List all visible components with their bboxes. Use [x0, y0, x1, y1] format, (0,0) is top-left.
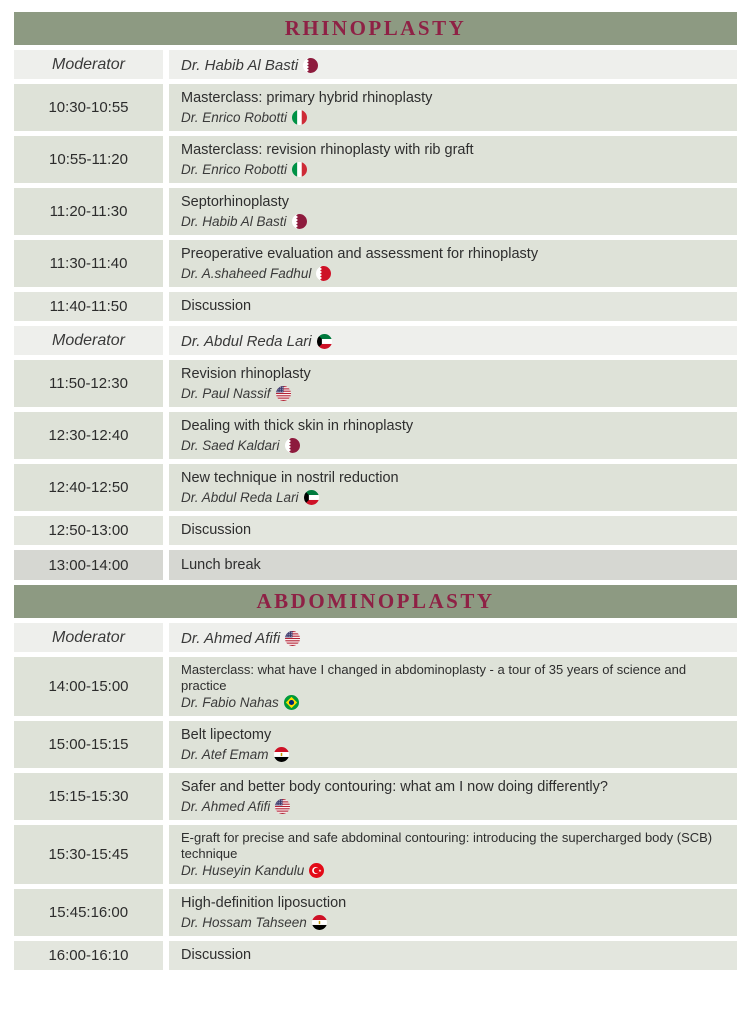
session-title: Masterclass: primary hybrid rhinoplasty: [181, 90, 433, 106]
flag-icon-qatar: [285, 438, 300, 453]
speaker-name: Dr. Atef Emam: [181, 747, 269, 762]
schedule-row-session: [14, 889, 737, 936]
schedule-row-session: [14, 773, 737, 820]
speaker-line: [181, 914, 725, 931]
content-cell: [169, 240, 737, 287]
time-cell: 12:50-13:00: [14, 516, 163, 545]
flag-icon-bahrain: [316, 266, 331, 281]
content-cell: [169, 657, 737, 716]
section-abdominoplasty: [14, 585, 737, 970]
speaker-name: Dr. Saed Kaldari: [181, 438, 280, 453]
speaker-line: [181, 437, 725, 454]
flag-icon-kuwait: [304, 490, 319, 505]
speaker-line: [181, 213, 725, 230]
section-title: RHINOPLASTY: [284, 16, 467, 40]
content-cell: [169, 825, 737, 884]
content-cell: [169, 326, 737, 355]
time-cell: 11:20-11:30: [14, 188, 163, 235]
session-title: Septorhinoplasty: [181, 194, 290, 210]
content-cell: [169, 516, 737, 545]
session-title: Discussion: [181, 522, 252, 538]
session-title: High-definition liposuction: [181, 895, 347, 911]
section-rows: [14, 623, 737, 970]
speaker-line: [181, 489, 725, 506]
schedule-row-session: [14, 412, 737, 459]
flag-icon-brazil: [284, 695, 299, 710]
content-cell: [169, 188, 737, 235]
speaker-line: [181, 862, 725, 879]
session-title: Discussion: [181, 298, 252, 314]
section-title: ABDOMINOPLASTY: [256, 589, 495, 613]
speaker-name: Dr. Fabio Nahas: [181, 695, 279, 710]
content-cell: [169, 292, 737, 321]
content-cell: [169, 360, 737, 407]
flag-icon-qatar: [292, 214, 307, 229]
content-cell: [169, 50, 737, 79]
content-cell: [169, 721, 737, 768]
speaker-name: Dr. A.shaheed Fadhul: [181, 266, 312, 281]
schedule-row-discussion: [14, 941, 737, 970]
content-cell: [169, 623, 737, 652]
speaker-line: [181, 694, 725, 711]
speaker-name: Dr. Ahmed Afifi: [181, 629, 281, 647]
schedule-row-session: [14, 84, 737, 131]
session-title: Belt lipectomy: [181, 727, 272, 743]
schedule-row-moderator: [14, 326, 737, 355]
speaker-line: [181, 630, 725, 647]
content-cell: [169, 84, 737, 131]
flag-icon-usa: [276, 386, 291, 401]
schedule-row-session: [14, 240, 737, 287]
flag-icon-turkey: [309, 863, 324, 878]
time-cell: 13:00-14:00: [14, 550, 163, 580]
content-cell: [169, 889, 737, 936]
schedule-row-session: [14, 360, 737, 407]
content-cell: [169, 464, 737, 511]
session-title: Masterclass: what have I changed in abdominoplasty - a tour of 35 years of science and practice: [181, 662, 687, 693]
speaker-line: [181, 798, 725, 815]
schedule-row-discussion: [14, 516, 737, 545]
speaker-name: Dr. Enrico Robotti: [181, 110, 288, 125]
session-title: Preoperative evaluation and assessment for rhinoplasty: [181, 246, 539, 262]
time-cell: 15:30-15:45: [14, 825, 163, 884]
speaker-name: Dr. Hossam Tahseen: [181, 915, 307, 930]
session-title: Masterclass: revision rhinoplasty with rib graft: [181, 142, 474, 158]
speaker-name: Dr. Habib Al Basti: [181, 214, 287, 229]
time-cell: 16:00-16:10: [14, 941, 163, 970]
schedule-row-moderator: [14, 623, 737, 652]
session-title: Revision rhinoplasty: [181, 366, 311, 382]
content-cell: [169, 136, 737, 183]
section-rows: [14, 50, 737, 580]
time-cell: 10:30-10:55: [14, 84, 163, 131]
speaker-name: Dr. Huseyin Kandulu: [181, 863, 305, 878]
schedule-row-session: [14, 657, 737, 716]
session-title: E-graft for precise and safe abdominal contouring: introducing the supercharged body (SCB) technique: [181, 830, 713, 861]
flag-icon-qatar: [303, 58, 318, 73]
session-title: New technique in nostril reduction: [181, 470, 399, 486]
speaker-line: [181, 109, 725, 126]
content-cell: [169, 941, 737, 970]
time-cell: 12:40-12:50: [14, 464, 163, 511]
flag-icon-egypt: [312, 915, 327, 930]
speaker-line: [181, 161, 725, 178]
time-cell: 11:30-11:40: [14, 240, 163, 287]
schedule-row-session: [14, 721, 737, 768]
speaker-name: Dr. Ahmed Afifi: [181, 799, 271, 814]
session-title: Dealing with thick skin in rhinoplasty: [181, 418, 414, 434]
flag-icon-usa: [285, 631, 300, 646]
speaker-name: Dr. Habib Al Basti: [181, 56, 299, 74]
moderator-label: Moderator: [14, 326, 163, 355]
time-cell: 10:55-11:20: [14, 136, 163, 183]
schedule-row-session: [14, 825, 737, 884]
schedule-row-discussion: [14, 292, 737, 321]
speaker-line: [181, 385, 725, 402]
speaker-name: Dr. Abdul Reda Lari: [181, 490, 299, 505]
speaker-line: [181, 333, 725, 350]
content-cell: [169, 412, 737, 459]
session-title: Discussion: [181, 947, 252, 963]
section-rhinoplasty: [14, 12, 737, 580]
moderator-label: Moderator: [14, 50, 163, 79]
session-title: Safer and better body contouring: what am I now doing differently?: [181, 779, 608, 795]
flag-icon-usa: [275, 799, 290, 814]
content-cell: [169, 773, 737, 820]
flag-icon-italy: [292, 162, 307, 177]
flag-icon-kuwait: [317, 334, 332, 349]
content-cell: [169, 550, 737, 580]
schedule-row-lunch: [14, 550, 737, 580]
schedule-row-session: [14, 464, 737, 511]
moderator-label: Moderator: [14, 623, 163, 652]
time-cell: 15:45:16:00: [14, 889, 163, 936]
time-cell: 15:00-15:15: [14, 721, 163, 768]
time-cell: 15:15-15:30: [14, 773, 163, 820]
session-title: Lunch break: [181, 556, 261, 573]
speaker-name: Dr. Abdul Reda Lari: [181, 332, 312, 350]
time-cell: 12:30-12:40: [14, 412, 163, 459]
schedule-row-session: [14, 188, 737, 235]
section-header: [14, 585, 737, 618]
section-header: [14, 12, 737, 45]
speaker-line: [181, 746, 725, 763]
schedule-row-session: [14, 136, 737, 183]
time-cell: 11:40-11:50: [14, 292, 163, 321]
speaker-name: Dr. Enrico Robotti: [181, 162, 288, 177]
time-cell: 14:00-15:00: [14, 657, 163, 716]
speaker-name: Dr. Paul Nassif: [181, 386, 271, 401]
flag-icon-egypt: [274, 747, 289, 762]
speaker-line: [181, 57, 725, 74]
time-cell: 11:50-12:30: [14, 360, 163, 407]
flag-icon-italy: [292, 110, 307, 125]
schedule-row-moderator: [14, 50, 737, 79]
speaker-line: [181, 265, 725, 282]
